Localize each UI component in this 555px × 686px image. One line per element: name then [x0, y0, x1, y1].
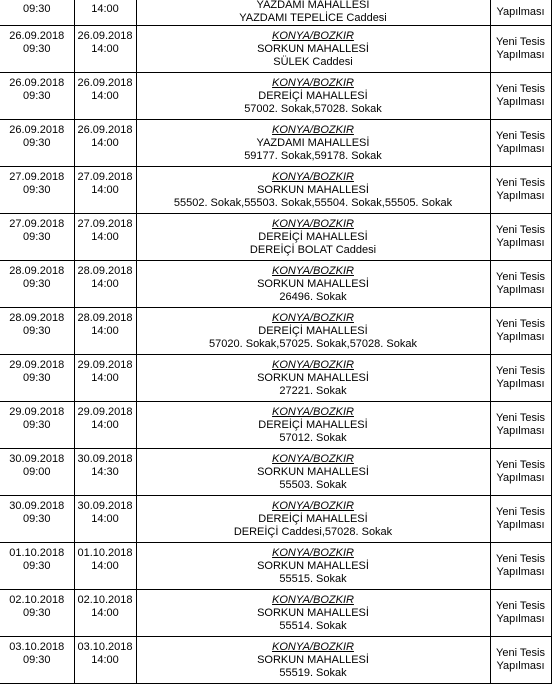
- end-time: 14:00: [91, 372, 119, 384]
- start-datetime-cell: [0, 590, 74, 637]
- work-type-cell: [490, 402, 551, 449]
- streets: 26496. Sokak: [279, 290, 347, 303]
- region: KONYA/BOZKIR: [272, 593, 354, 606]
- end-time: 14:00: [91, 513, 119, 525]
- end-datetime-cell: [74, 261, 136, 308]
- region: KONYA/BOZKIR: [272, 311, 354, 324]
- start-date: 26.09.2018: [9, 77, 65, 89]
- table-row: [0, 496, 551, 543]
- neighborhood: SORKUN MAHALLESİ: [257, 465, 369, 478]
- end-datetime-cell: [74, 26, 136, 73]
- work-type-line-1: Yeni Tesis: [496, 224, 545, 236]
- end-time: 14:00: [91, 654, 119, 666]
- work-type-cell: [490, 355, 551, 402]
- start-datetime-cell: [0, 261, 74, 308]
- end-date: 30.09.2018: [77, 453, 133, 465]
- start-time: 09:30: [22, 607, 51, 619]
- location-cell: [136, 543, 490, 590]
- streets: 55519. Sokak: [279, 666, 347, 679]
- end-datetime-cell: [74, 637, 136, 684]
- start-datetime-cell: [0, 355, 74, 402]
- start-date: 03.10.2018: [9, 641, 65, 653]
- work-type-line-1: Yeni Tesis: [496, 647, 545, 659]
- end-time: 14:00: [91, 137, 119, 149]
- region: KONYA/BOZKIR: [272, 499, 354, 512]
- neighborhood: SORKUN MAHALLESİ: [257, 653, 369, 666]
- start-datetime-cell: [0, 73, 74, 120]
- end-time: 14:00: [91, 419, 119, 431]
- location-cell: [136, 637, 490, 684]
- work-type-line-1: Yeni Tesis: [496, 318, 545, 330]
- location-cell: [136, 0, 490, 26]
- end-date: 30.09.2018: [77, 500, 133, 512]
- start-time: 09:30: [22, 3, 51, 15]
- location-cell: [136, 308, 490, 355]
- end-date: 02.10.2018: [77, 594, 133, 606]
- end-datetime-cell: [74, 308, 136, 355]
- work-type-line-1: Yeni Tesis: [496, 36, 545, 48]
- end-time: 14:00: [91, 278, 119, 290]
- end-datetime-cell: [74, 543, 136, 590]
- end-time: 14:00: [91, 607, 119, 619]
- start-datetime-cell: [0, 543, 74, 590]
- work-type-cell: [490, 308, 551, 355]
- end-datetime-cell: [74, 449, 136, 496]
- end-datetime-cell: [74, 590, 136, 637]
- table-row: [0, 543, 551, 590]
- work-type-line-2: Yapılması: [496, 190, 545, 202]
- region: KONYA/BOZKIR: [272, 29, 354, 42]
- streets: DEREİÇİ Caddesi,57028. Sokak: [233, 525, 393, 538]
- table-row: [0, 214, 551, 261]
- region: KONYA/BOZKIR: [272, 452, 354, 465]
- end-datetime-cell: [74, 355, 136, 402]
- table-row: [0, 0, 551, 26]
- work-type-line-1: Yeni Tesis: [496, 365, 545, 377]
- work-type-line-2: Yapılması: [496, 613, 545, 625]
- table-row: [0, 261, 551, 308]
- end-time: 14:00: [91, 231, 119, 243]
- location-cell: [136, 120, 490, 167]
- work-type-line-2: Yapılması: [496, 284, 545, 296]
- location-cell: [136, 214, 490, 261]
- end-date: 27.09.2018: [77, 218, 133, 230]
- end-time: 14:00: [91, 90, 119, 102]
- neighborhood: DEREİÇİ MAHALLESİ: [258, 324, 368, 337]
- end-time: 14:00: [91, 3, 119, 15]
- start-date: 30.09.2018: [9, 500, 65, 512]
- start-date: 26.09.2018: [9, 30, 65, 42]
- end-time: 14:30: [91, 466, 119, 478]
- end-time: 14:00: [91, 184, 119, 196]
- neighborhood: YAZDAMI MAHALLESİ: [256, 136, 370, 149]
- start-time: 09:30: [22, 184, 51, 196]
- work-type-line-1: Yeni Tesis: [496, 271, 545, 283]
- start-datetime-cell: [0, 214, 74, 261]
- end-date: 01.10.2018: [77, 547, 133, 559]
- end-datetime-cell: [74, 496, 136, 543]
- table-row: [0, 590, 551, 637]
- location-cell: [136, 402, 490, 449]
- end-date: 26.09.2018: [77, 124, 133, 136]
- streets: 57002. Sokak,57028. Sokak: [244, 102, 382, 115]
- end-time: 14:00: [91, 325, 119, 337]
- start-date: 26.09.2018: [9, 124, 65, 136]
- location-cell: [136, 261, 490, 308]
- work-type-line-2: Yapılması: [496, 519, 545, 531]
- work-type-cell: [490, 73, 551, 120]
- end-date: 29.09.2018: [77, 359, 133, 371]
- work-type-cell: [490, 496, 551, 543]
- start-date: 30.09.2018: [9, 453, 65, 465]
- region: KONYA/BOZKIR: [272, 405, 354, 418]
- work-type-cell: [490, 120, 551, 167]
- region: KONYA/BOZKIR: [272, 264, 354, 277]
- end-date: 29.09.2018: [77, 406, 133, 418]
- start-time: 09:30: [22, 513, 51, 525]
- end-date: 03.10.2018: [77, 641, 133, 653]
- start-time: 09:30: [22, 231, 51, 243]
- start-date: 29.09.2018: [9, 359, 65, 371]
- start-date: 02.10.2018: [9, 594, 65, 606]
- region: KONYA/BOZKIR: [272, 546, 354, 559]
- start-datetime-cell: [0, 167, 74, 214]
- start-time: 09:30: [22, 90, 51, 102]
- work-type-line-2: Yapılması: [496, 331, 545, 343]
- start-date: 28.09.2018: [9, 265, 65, 277]
- region: KONYA/BOZKIR: [272, 217, 354, 230]
- work-type-line-2: Yapılması: [496, 472, 545, 484]
- neighborhood: DEREİÇİ MAHALLESİ: [258, 512, 368, 525]
- streets: 59177. Sokak,59178. Sokak: [244, 149, 382, 162]
- end-datetime-cell: [74, 214, 136, 261]
- start-datetime-cell: [0, 26, 74, 73]
- start-datetime-cell: [0, 0, 74, 26]
- work-type-line-1: Yeni Tesis: [496, 177, 545, 189]
- location-cell: [136, 26, 490, 73]
- neighborhood: SORKUN MAHALLESİ: [257, 277, 369, 290]
- streets: SÜLEK Caddesi: [273, 55, 353, 68]
- start-time: 09:30: [22, 325, 51, 337]
- end-datetime-cell: [74, 120, 136, 167]
- start-time: 09:30: [22, 560, 51, 572]
- end-datetime-cell: [74, 0, 136, 26]
- region: KONYA/BOZKIR: [272, 170, 354, 183]
- work-type-line-2: Yapılması: [496, 378, 545, 390]
- work-type-line-2: Yapılması: [496, 5, 545, 18]
- end-time: 14:00: [91, 560, 119, 572]
- work-type-cell: [490, 590, 551, 637]
- start-date: 29.09.2018: [9, 406, 65, 418]
- table-row: [0, 167, 551, 214]
- region: KONYA/BOZKIR: [272, 76, 354, 89]
- work-type-cell: [490, 26, 551, 73]
- start-date: 27.09.2018: [9, 218, 65, 230]
- table-row: [0, 637, 551, 684]
- end-datetime-cell: [74, 402, 136, 449]
- streets: 55515. Sokak: [279, 572, 347, 585]
- neighborhood: SORKUN MAHALLESİ: [257, 559, 369, 572]
- table-row: [0, 449, 551, 496]
- start-time: 09:30: [22, 419, 51, 431]
- location-cell: [136, 355, 490, 402]
- work-type-cell: [490, 449, 551, 496]
- work-type-cell: [490, 214, 551, 261]
- end-date: 26.09.2018: [77, 30, 133, 42]
- work-type-cell: [490, 261, 551, 308]
- work-type-line-1: Yeni Tesis: [496, 506, 545, 518]
- table-row: [0, 26, 551, 73]
- neighborhood: SORKUN MAHALLESİ: [257, 42, 369, 55]
- end-date: 28.09.2018: [77, 312, 133, 324]
- start-date: 27.09.2018: [9, 171, 65, 183]
- work-type-line-2: Yapılması: [496, 660, 545, 672]
- neighborhood: DEREİÇİ MAHALLESİ: [258, 89, 368, 102]
- region: KONYA/BOZKIR: [272, 123, 354, 136]
- region: KONYA/BOZKIR: [272, 640, 354, 653]
- work-type-line-1: Yeni Tesis: [496, 553, 545, 565]
- location-cell: [136, 167, 490, 214]
- end-date: 27.09.2018: [77, 171, 133, 183]
- work-type-cell: [490, 637, 551, 684]
- streets: 55503. Sokak: [279, 478, 347, 491]
- work-type-line-2: Yapılması: [496, 49, 545, 61]
- streets: YAZDAMI TEPELİCE Caddesi: [239, 12, 387, 24]
- neighborhood: DEREİÇİ MAHALLESİ: [258, 418, 368, 431]
- work-type-cell: [490, 543, 551, 590]
- region: KONYA/BOZKIR: [272, 358, 354, 371]
- end-date: 28.09.2018: [77, 265, 133, 277]
- work-type-line-2: Yapılması: [496, 566, 545, 578]
- streets: DEREİÇİ BOLAT Caddesi: [249, 243, 377, 256]
- start-time: 09:30: [22, 278, 51, 290]
- location-cell: [136, 73, 490, 120]
- start-time: 09:30: [22, 654, 51, 666]
- start-datetime-cell: [0, 402, 74, 449]
- location-cell: [136, 496, 490, 543]
- start-datetime-cell: [0, 449, 74, 496]
- work-type-line-2: Yapılması: [496, 96, 545, 108]
- work-type-line-1: Yeni Tesis: [496, 600, 545, 612]
- work-type-line-2: Yapılması: [496, 425, 545, 437]
- start-datetime-cell: [0, 120, 74, 167]
- location-cell: [136, 590, 490, 637]
- work-type-line-2: Yapılması: [496, 143, 545, 155]
- start-datetime-cell: [0, 308, 74, 355]
- start-time: 09:30: [22, 43, 51, 55]
- start-date: 01.10.2018: [9, 547, 65, 559]
- start-datetime-cell: [0, 496, 74, 543]
- start-datetime-cell: [0, 637, 74, 684]
- work-type-line-1: Yeni Tesis: [496, 412, 545, 424]
- location-cell: [136, 449, 490, 496]
- streets: 57020. Sokak,57025. Sokak,57028. Sokak: [209, 337, 417, 350]
- table-row: [0, 73, 551, 120]
- work-type-line-1: Yeni Tesis: [496, 459, 545, 471]
- streets: 55514. Sokak: [279, 619, 347, 632]
- table-row: [0, 120, 551, 167]
- start-time: 09:30: [22, 137, 51, 149]
- work-type-line-1: Yeni Tesis: [496, 130, 545, 142]
- streets: 57012. Sokak: [279, 431, 347, 444]
- start-time: 09:30: [22, 372, 51, 384]
- neighborhood: SORKUN MAHALLESİ: [257, 183, 369, 196]
- table-row: [0, 402, 551, 449]
- table-row: [0, 355, 551, 402]
- work-type-line-2: Yapılması: [496, 237, 545, 249]
- neighborhood: SORKUN MAHALLESİ: [257, 371, 369, 384]
- work-type-cell: [490, 0, 551, 26]
- streets: 55502. Sokak,55503. Sokak,55504. Sokak,55505. Sokak: [173, 196, 453, 209]
- neighborhood: YAZDAMI MAHALLESİ: [256, 0, 370, 11]
- work-type-cell: [490, 167, 551, 214]
- end-date: 26.09.2018: [77, 77, 133, 89]
- start-date: 28.09.2018: [9, 312, 65, 324]
- streets: 27221. Sokak: [279, 384, 347, 397]
- neighborhood: DEREİÇİ MAHALLESİ: [258, 230, 368, 243]
- neighborhood: SORKUN MAHALLESİ: [257, 606, 369, 619]
- start-time: 09:00: [22, 466, 51, 478]
- work-type-line-1: Yeni Tesis: [496, 83, 545, 95]
- end-time: 14:00: [91, 43, 119, 55]
- end-datetime-cell: [74, 73, 136, 120]
- end-datetime-cell: [74, 167, 136, 214]
- table-row: [0, 308, 551, 355]
